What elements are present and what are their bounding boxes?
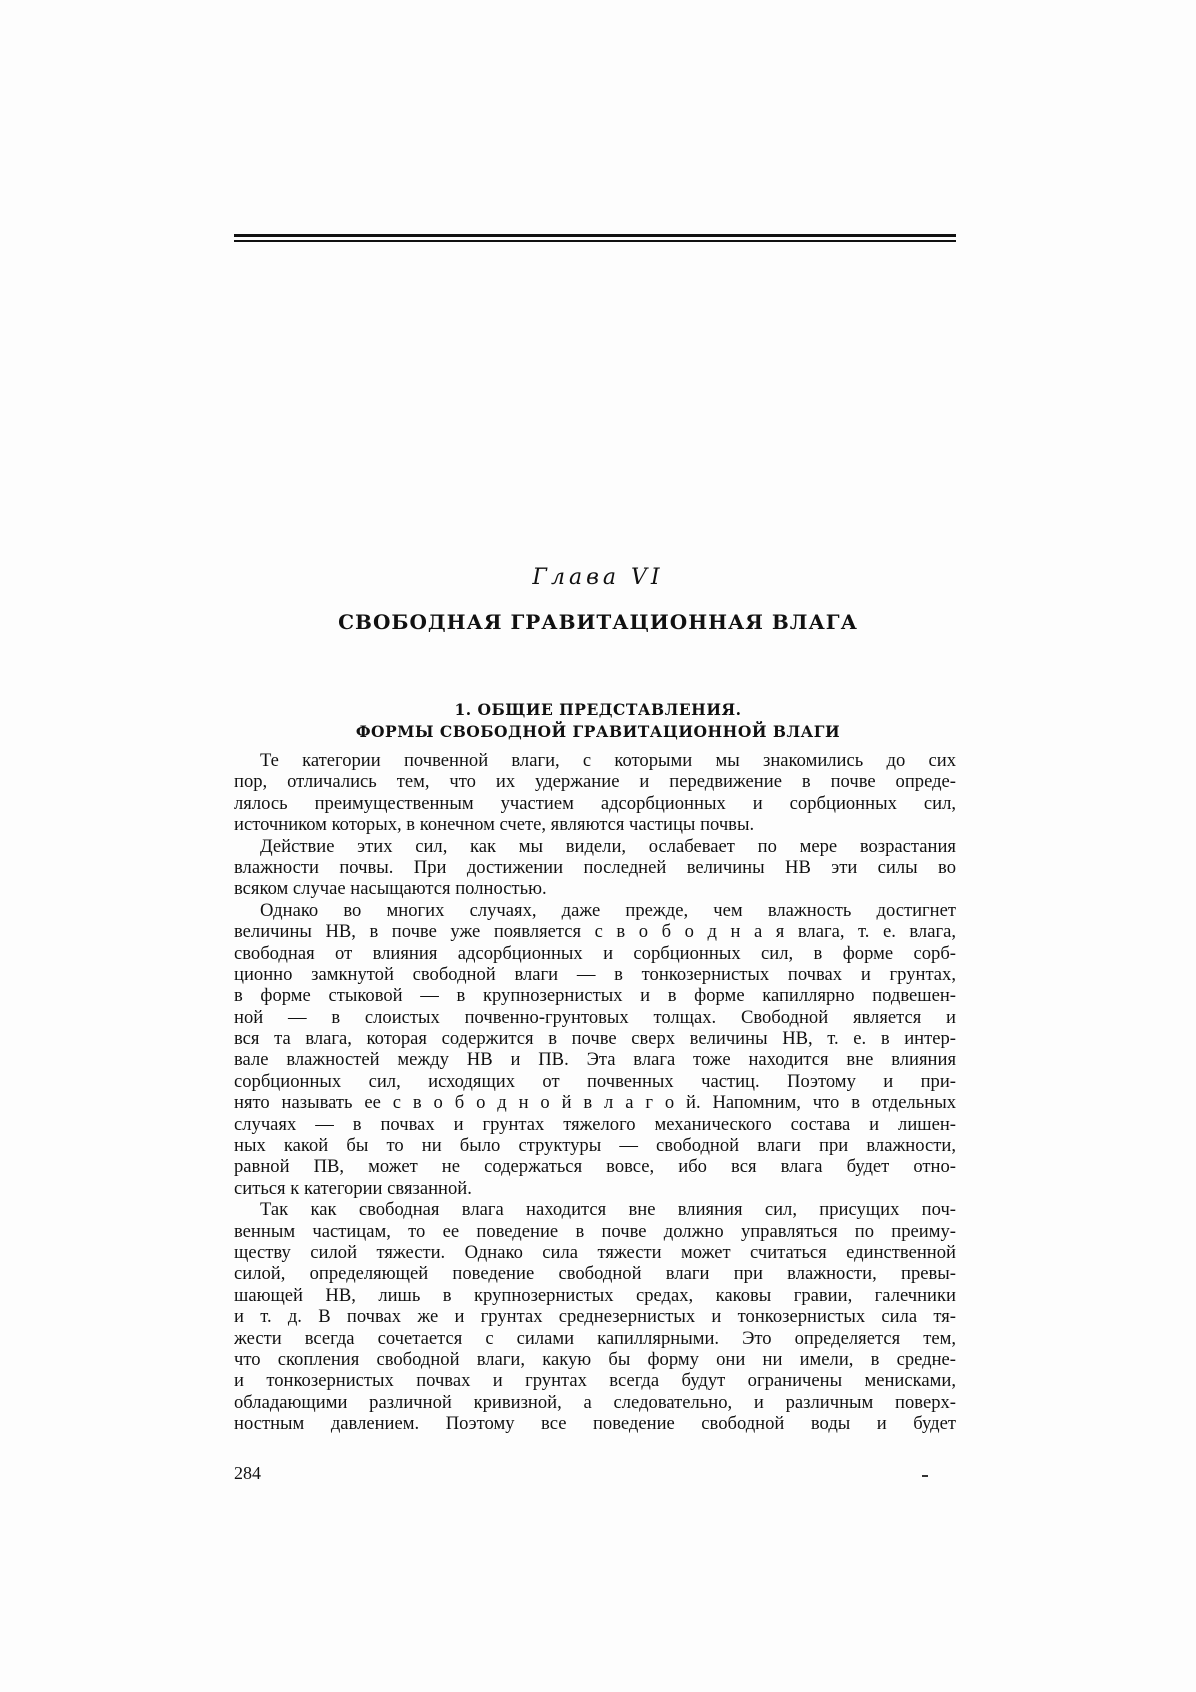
text-line: ной — в слоистых почвенно-грунтовых толщах. Свободной является и	[234, 1006, 956, 1028]
section-heading-line-1: 1. ОБЩИЕ ПРЕДСТАВЛЕНИЯ.	[454, 700, 742, 719]
text-line: случаях — в почвах и грунтах тяжелого механического состава и лишен-	[234, 1113, 956, 1135]
text-line: сорбционных сил, исходящих от почвенных частиц. Поэтому и при-	[234, 1070, 956, 1092]
text-line: равной ПВ, может не содержаться вовсе, ибо вся влага будет отно-	[234, 1156, 956, 1178]
text-line: ществу силой тяжести. Однако сила тяжести может считаться единственной	[234, 1241, 956, 1263]
body-text	[234, 750, 956, 1435]
text-line: ностным давлением. Поэтому все поведение свободной воды и будет	[234, 1413, 956, 1435]
text-line: ситься к категории связанной.	[234, 1177, 472, 1199]
text-line: ных какой бы то ни было структуры — свободной влаги при влажности,	[234, 1135, 956, 1157]
text-line: ционно замкнутой свободной влаги — в тонкозернистых почвах и грунтах,	[234, 963, 956, 985]
text-line: свободная от влияния адсорбционных и сорбционных сил, в форме сорб-	[234, 942, 956, 964]
text-line: пор, отличались тем, что их удержание и передвижение в почве опреде-	[234, 771, 956, 793]
text-line: всяком случае насыщаются полностью.	[234, 878, 547, 900]
page-number: 284	[234, 1463, 261, 1483]
text-line: в форме стыковой — в крупнозернистых и в форме капиллярно подвешен-	[234, 985, 956, 1007]
margin-mark	[922, 1475, 928, 1477]
header-rule-top	[234, 234, 956, 237]
text-line: Однако во многих случаях, даже прежде, чем влажность достигнет	[260, 899, 956, 921]
text-line: величины НВ, в почве уже появляется с в о б о д н а я влага, т. е. влага,	[234, 921, 956, 943]
text-line: и т. д. В почвах же и грунтах среднезернистых и тонкозернистых сила тя-	[234, 1306, 956, 1328]
text-line: Те категории почвенной влаги, с которыми мы знакомились до сих	[260, 750, 956, 771]
text-line: шающей НВ, лишь в крупнозернистых средах, каковы гравии, галечники	[234, 1284, 956, 1306]
chapter-title: СВОБОДНАЯ ГРАВИТАЦИОННАЯ ВЛАГА	[338, 610, 858, 634]
chapter-heading: Глава VI	[532, 565, 664, 590]
text-line: силой, определяющей поведение свободной влаги при влажности, превы-	[234, 1263, 956, 1285]
text-line: и тонкозернистых почвах и грунтах всегда будут ограничены менисками,	[234, 1370, 956, 1392]
text-line: нято называть ее с в о б о д н о й в л а г о й. Напомним, что в отдельных	[234, 1092, 956, 1114]
text-line: вся та влага, которая содержится в почве сверх величины НВ, т. е. в интер-	[234, 1028, 956, 1050]
text-line: лялось преимущественным участием адсорбционных и сорбционных сил,	[234, 792, 956, 814]
text-line: обладающими различной кривизной, а следовательно, и различным поверх-	[234, 1391, 956, 1413]
section-heading-line-2: ФОРМЫ СВОБОДНОЙ ГРАВИТАЦИОННОЙ ВЛАГИ	[355, 722, 841, 741]
text-line: что скопления свободной влаги, какую бы форму они ни имели, в средне-	[234, 1348, 956, 1370]
text-line: влажности почвы. При достижении последней величины НВ эти силы во	[234, 856, 956, 878]
text-line: Так как свободная влага находится вне влияния сил, присущих поч-	[260, 1199, 956, 1221]
text-line: Действие этих сил, как мы видели, ослабевает по мере возрастания	[260, 835, 956, 857]
header-rule-bottom	[234, 240, 956, 242]
section-heading	[0, 699, 1196, 743]
text-line: вале влажностей между НВ и ПВ. Эта влага тоже находится вне влияния	[234, 1049, 956, 1071]
text-line: источником которых, в конечном счете, являются частицы почвы.	[234, 814, 755, 836]
text-line: жести всегда сочетается с силами капиллярными. Это определяется тем,	[234, 1327, 956, 1349]
text-line: венным частицам, то ее поведение в почве должно управляться по преиму-	[234, 1220, 956, 1242]
